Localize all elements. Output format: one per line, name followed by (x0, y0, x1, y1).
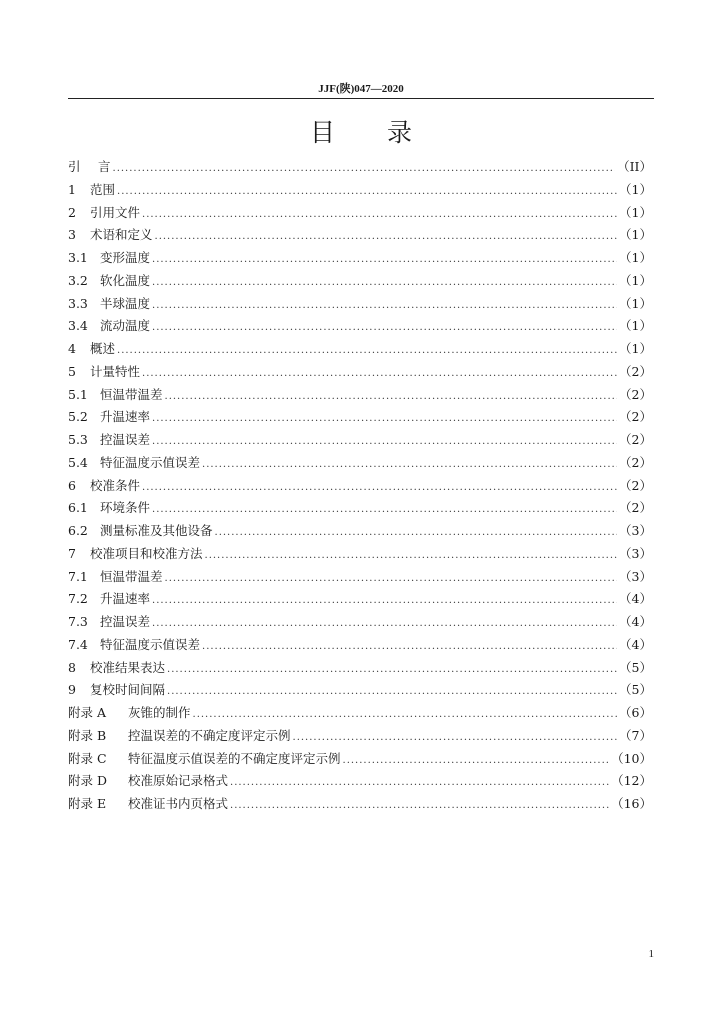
toc-entry-number: 6.1 (68, 500, 88, 516)
toc-entry-page: （1） (619, 272, 652, 288)
toc-dot-leader (152, 413, 617, 424)
toc-entry-label: 范围 (90, 181, 116, 197)
toc-entry-label: 计量特性 (90, 363, 141, 379)
toc-entry-number: 9 (68, 682, 76, 698)
toc-entry-page: （2） (619, 409, 652, 425)
toc-dot-leader (142, 482, 617, 493)
toc-entry-label: 控温误差 (100, 432, 151, 447)
toc-entry[interactable] (68, 794, 652, 817)
toc-entry-number: 4 (68, 341, 76, 356)
page-title: 目录 (309, 118, 464, 147)
toc-dot-leader (152, 254, 617, 265)
toc-entry[interactable] (68, 294, 652, 317)
toc-entry-number: 7.3 (68, 614, 88, 629)
toc-dot-leader (155, 231, 618, 242)
toc-entry-page: （2） (619, 386, 652, 402)
toc-entry[interactable] (68, 567, 652, 590)
toc-dot-leader (165, 573, 618, 584)
toc-entry[interactable] (68, 362, 652, 385)
toc-dot-leader (117, 186, 617, 197)
toc-entry[interactable] (68, 453, 652, 476)
toc-entry[interactable] (68, 430, 652, 453)
toc-entry-number: 5.3 (68, 432, 88, 447)
toc-dot-leader (152, 504, 617, 515)
table-of-contents (68, 157, 652, 817)
toc-entry[interactable] (68, 476, 652, 499)
toc-entry-label: 特征温度示值误差 (100, 454, 201, 470)
toc-entry-number: 7.2 (68, 591, 88, 607)
toc-dot-leader (152, 595, 617, 606)
toc-dot-leader (142, 368, 617, 379)
toc-entry-label: 特征温度示值误差 (100, 636, 201, 652)
toc-entry-label: 环境条件 (100, 500, 151, 516)
toc-dot-leader (152, 322, 617, 333)
toc-entry-page: （12） (611, 773, 652, 789)
toc-entry-number: 3.2 (68, 272, 88, 288)
toc-entry-number: 2 (68, 204, 76, 220)
toc-entry-page: （II） (617, 159, 652, 174)
toc-entry-page: （1） (619, 318, 652, 334)
toc-entry[interactable] (68, 225, 652, 248)
toc-entry-label: 半球温度 (100, 295, 151, 311)
toc-entry-page: （2） (619, 363, 652, 379)
toc-dot-leader (215, 527, 618, 538)
toc-entry-number: 7.4 (68, 636, 88, 652)
toc-entry-label: 复校时间间隔 (90, 682, 166, 698)
toc-entry-number: 5 (68, 363, 76, 379)
toc-entry-page: （1） (619, 181, 652, 197)
toc-entry-number: 3.4 (68, 318, 88, 334)
toc-entry-label: 控温误差 (100, 614, 151, 629)
toc-entry-label: 恒温带温差 (100, 568, 163, 584)
toc-entry-number: 1 (68, 181, 76, 197)
toc-entry[interactable] (68, 658, 652, 681)
toc-entry-number: 5.4 (68, 454, 88, 470)
toc-entry-label: 软化温度 (100, 272, 151, 288)
toc-entry-page: （1） (619, 227, 652, 243)
toc-entry-label: 灰锥的制作 (128, 705, 191, 720)
toc-entry[interactable] (68, 271, 652, 294)
toc-dot-leader (152, 436, 617, 447)
toc-entry-number: 6.2 (68, 523, 88, 538)
document-code-header: JJF(陕)047—2020 (318, 83, 404, 95)
toc-entry-number: 6 (68, 477, 76, 493)
toc-entry[interactable] (68, 726, 652, 749)
toc-dot-leader (343, 755, 610, 766)
toc-entry[interactable] (68, 635, 652, 658)
toc-entry-number: 3.1 (68, 250, 88, 265)
toc-entry-label: 校准证书内页格式 (128, 796, 229, 811)
toc-entry-page: （1） (619, 204, 652, 220)
toc-entry-number: 3.3 (68, 295, 88, 311)
header-rule (68, 98, 654, 99)
toc-entry-label: 校准条件 (90, 477, 141, 493)
toc-dot-leader (152, 277, 617, 288)
toc-entry-label: 升温速率 (100, 591, 151, 607)
toc-entry-label: 控温误差的不确定度评定示例 (128, 727, 291, 743)
toc-dot-leader (167, 664, 617, 675)
toc-dot-leader (152, 618, 617, 629)
toc-dot-leader (113, 163, 616, 174)
toc-entry-number: 7.1 (68, 568, 88, 584)
toc-entry-label: 校准结果表达 (90, 659, 166, 675)
toc-entry-number: 附录 B (68, 727, 107, 743)
toc-entry-page: （1） (619, 341, 652, 356)
toc-dot-leader (205, 550, 618, 561)
toc-entry-label: 引用文件 (90, 204, 141, 220)
toc-entry[interactable] (68, 385, 652, 408)
toc-entry-page: （1） (619, 250, 652, 265)
toc-entry[interactable] (68, 612, 652, 635)
toc-entry-page: （6） (619, 705, 652, 720)
toc-entry[interactable] (68, 157, 652, 180)
toc-entry-page: （4） (619, 614, 652, 629)
toc-entry-page: （7） (619, 727, 652, 743)
toc-dot-leader (152, 300, 617, 311)
toc-entry-label: 言 (98, 159, 111, 174)
toc-entry[interactable] (68, 680, 652, 703)
toc-entry-number: 5.2 (68, 409, 88, 425)
toc-entry-page: （2） (619, 477, 652, 493)
toc-entry-number: 附录 E (68, 796, 107, 811)
toc-entry-number: 引 (68, 159, 81, 174)
toc-entry-number: 附录 A (68, 705, 107, 720)
toc-entry-page: （2） (619, 454, 652, 470)
toc-entry-page: （3） (619, 568, 652, 584)
toc-entry-number: 3 (68, 227, 76, 243)
toc-entry-page: （5） (619, 682, 652, 698)
toc-entry-page: （4） (619, 636, 652, 652)
toc-entry-number: 7 (68, 545, 76, 561)
toc-entry-label: 变形温度 (100, 250, 151, 265)
toc-dot-leader (142, 209, 617, 220)
toc-entry[interactable] (68, 544, 652, 567)
toc-dot-leader (167, 686, 617, 697)
toc-entry-label: 特征温度示值误差的不确定度评定示例 (128, 750, 341, 766)
toc-entry-number: 5.1 (68, 386, 88, 402)
toc-dot-leader (230, 777, 609, 788)
toc-entry[interactable] (68, 339, 652, 362)
toc-dot-leader (165, 391, 618, 402)
toc-entry-number: 8 (68, 659, 76, 675)
toc-entry-page: （4） (619, 591, 652, 607)
toc-entry-label: 概述 (90, 341, 116, 356)
toc-entry-page: （2） (619, 432, 652, 447)
toc-entry[interactable] (68, 521, 652, 544)
toc-dot-leader (230, 800, 609, 811)
toc-dot-leader (117, 345, 617, 356)
toc-dot-leader (202, 459, 617, 470)
toc-dot-leader (202, 641, 617, 652)
toc-entry[interactable] (68, 180, 652, 203)
toc-entry-page: （5） (619, 659, 652, 675)
toc-entry[interactable] (68, 248, 652, 271)
toc-entry-number: 附录 C (68, 750, 107, 766)
toc-entry[interactable] (68, 589, 652, 612)
toc-entry-label: 升温速率 (100, 409, 151, 425)
toc-entry-page: （1） (619, 295, 652, 311)
toc-entry-page: （2） (619, 500, 652, 516)
toc-entry[interactable] (68, 203, 652, 226)
toc-entry-page: （10） (611, 750, 652, 766)
toc-entry-label: 测量标准及其他设备 (100, 523, 213, 538)
toc-entry-label: 校准原始记录格式 (128, 773, 229, 789)
toc-dot-leader (193, 709, 618, 720)
toc-entry-label: 恒温带温差 (100, 386, 163, 402)
toc-entry-label: 流动温度 (100, 318, 151, 334)
toc-entry-page: （16） (611, 796, 652, 811)
toc-entry-number: 附录 D (68, 773, 107, 789)
toc-entry[interactable] (68, 316, 652, 339)
toc-entry[interactable] (68, 407, 652, 430)
toc-entry-page: （3） (619, 523, 652, 538)
toc-entry-label: 校准项目和校准方法 (90, 545, 203, 561)
toc-entry-page: （3） (619, 545, 652, 561)
toc-entry-label: 术语和定义 (90, 227, 153, 243)
toc-entry[interactable] (68, 771, 652, 794)
toc-dot-leader (293, 732, 618, 743)
page-number: 1 (648, 948, 654, 960)
toc-entry[interactable] (68, 749, 652, 772)
toc-entry[interactable] (68, 498, 652, 521)
toc-entry[interactable] (68, 703, 652, 726)
